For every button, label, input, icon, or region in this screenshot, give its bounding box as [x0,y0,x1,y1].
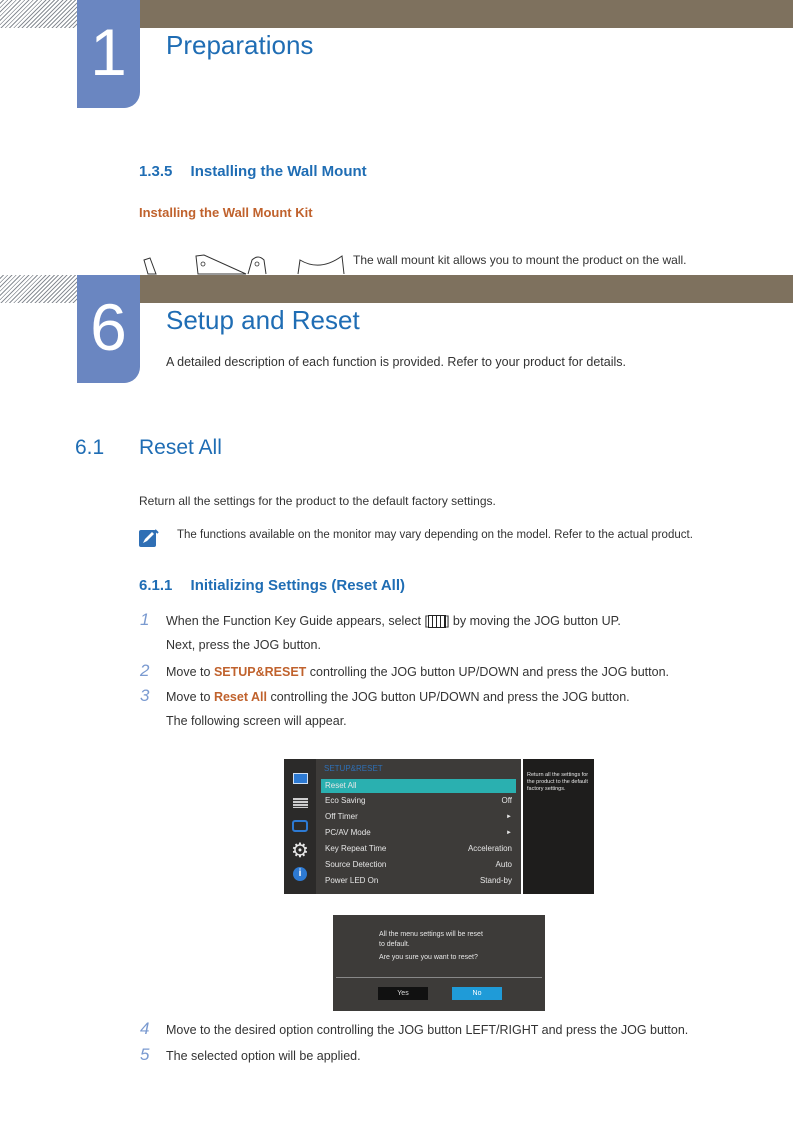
chapter-title: Setup and Reset [166,305,360,335]
header-bar [80,0,793,28]
step-number: 5 [140,1045,150,1064]
osd-help-text: Return all the settings for the product to the default factory settings. [527,772,589,792]
reset-confirm-dialog [333,915,545,1011]
osd-row-off-timer[interactable] [321,810,516,824]
wall-mount-illustration [140,252,350,276]
step-number: 3 [140,686,150,705]
dialog-line: Are you sure you want to reset? [379,954,478,961]
step-text-line2: The following screen will appear. [166,714,347,728]
section-number: 1.3.5 [139,163,173,180]
chapter-intro: A detailed description of each function is provided. Refer to your product for details. [166,355,626,369]
osd-row-key-repeat-time[interactable] [321,842,516,856]
yes-button[interactable]: Yes [378,987,428,1000]
step-text [166,690,630,704]
osd-row-arrow-icon: ► [506,814,512,820]
osd-header: SETUP&RESET [324,764,383,773]
system-icon [292,820,308,832]
section-number: 6.1 [75,436,105,459]
osd-row-label: Key Repeat Time [325,844,387,853]
header-hatch [0,275,80,303]
note-text: The functions available on the monitor may vary depending on the model. Refer to the actual product. [177,529,693,541]
section-title: Reset All [139,436,222,459]
dialog-line: All the menu settings will be reset [379,931,483,938]
onscreen-display-icon [293,798,308,808]
step-text: The selected option will be applied. [166,1049,361,1063]
osd-help-panel [523,759,594,894]
step-text-part: controlling the JOG button UP/DOWN and press the JOG button. [306,665,669,679]
subsection-heading [139,577,405,594]
osd-menu-panel [316,759,521,894]
osd-row-value: Acceleration [467,844,512,853]
info-icon: i [293,867,307,881]
step-text [166,665,669,679]
step-text-line2: Next, press the JOG button. [166,638,321,652]
setup-gear-icon: ⚙ [291,840,309,862]
section-text: Return all the settings for the product to the default factory settings. [139,494,496,508]
setup-reset-key-icon [428,615,446,628]
osd-row-value: Stand-by [479,876,512,885]
subsection-number: 6.1.1 [139,577,173,594]
osd-row-arrow-icon: ► [506,830,512,836]
osd-row-label: PC/AV Mode [325,828,371,837]
dialog-divider [336,977,542,978]
picture-icon [293,773,308,784]
step-number: 1 [140,610,150,629]
step-number: 2 [140,661,150,680]
section-title: Installing the Wall Mount [190,163,367,180]
step-text [166,614,621,628]
osd-row-reset-all[interactable] [321,779,516,793]
osd-row-label: Eco Saving [325,796,366,805]
subheading: Installing the Wall Mount Kit [139,205,313,220]
chapter-title: Preparations [166,30,314,60]
step-text-part: ] by moving the JOG button UP. [445,614,621,628]
osd-row-label: Source Detection [325,860,387,869]
chapter-number-tab [77,0,140,108]
osd-icon-column [284,759,316,894]
header-bar [80,275,793,303]
osd-row-label: Power LED On [325,876,379,885]
step-highlight: Reset All [213,690,267,704]
no-button[interactable]: No [452,987,502,1000]
header-hatch [0,0,80,28]
chapter-number: 6 [90,290,127,364]
osd-row-value: Auto [495,860,512,869]
dialog-line: to default. [379,941,410,948]
step-number: 4 [140,1019,150,1038]
osd-row-value: Off [501,796,512,805]
section-heading [139,163,367,180]
step-highlight: SETUP&RESET [213,665,307,679]
note-icon [139,529,159,547]
osd-row-label: Reset All [325,781,357,790]
osd-row-source-detection[interactable] [321,858,516,872]
osd-row-pc-av-mode[interactable] [321,826,516,840]
step-text: Move to the desired option controlling the JOG button LEFT/RIGHT and press the JOG button. [166,1023,689,1037]
osd-row-eco-saving[interactable] [321,794,516,808]
osd-rows [321,779,516,891]
chapter-number: 1 [90,15,127,89]
step-text-part: Move to [166,690,214,704]
osd-row-label: Off Timer [325,812,358,821]
osd-row-power-led-on[interactable] [321,874,516,888]
chapter-number-tab [77,275,140,383]
step-text-part: controlling the JOG button UP/DOWN and press the JOG button. [266,690,630,704]
step-text-part: When the Function Key Guide appears, select [ [166,614,428,628]
subsection-title: Initializing Settings (Reset All) [190,577,406,594]
wall-mount-text: The wall mount kit allows you to mount the product on the wall. [353,253,687,267]
step-text-part: Move to [166,665,214,679]
